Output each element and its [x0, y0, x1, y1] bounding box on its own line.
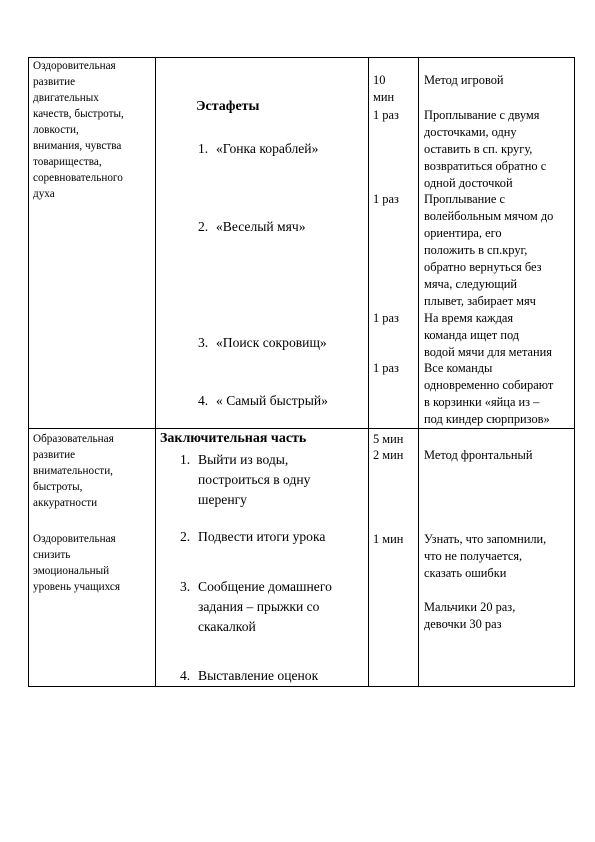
dosage-reps: 1 раз: [373, 192, 399, 206]
final-note-line: Мальчики 20 раз,: [424, 600, 516, 614]
column-divider-2: [368, 57, 369, 687]
relay-note-line: обратно вернуться без: [424, 260, 542, 274]
relay-note-line: плывет, забирает мяч: [424, 294, 536, 308]
relay-note-line: одной досточкой: [424, 176, 513, 190]
row2-method: Метод фронтальный: [424, 448, 533, 462]
final-note-line: Узнать, что запомнили,: [424, 532, 547, 546]
relay-note-line: оставить в сп. кругу,: [424, 142, 533, 156]
row2-goal-line: развитие: [33, 449, 76, 461]
dosage-time-number: 10: [373, 73, 386, 87]
row1-goal-line: качеств, быстроты,: [33, 108, 124, 120]
row2-goal-line: Оздоровительная: [33, 533, 116, 545]
row1-method: Метод игровой: [424, 73, 504, 87]
final-item-number: 3.: [180, 579, 191, 594]
table-border-left: [28, 57, 29, 687]
relay-item-number: 4.: [198, 393, 209, 408]
final-item-number: 2.: [180, 529, 191, 544]
dosage-reps: 1 раз: [373, 311, 399, 325]
dosage-reps: 1 раз: [373, 361, 399, 375]
relay-item-number: 2.: [198, 219, 209, 234]
final-item-line: построиться в одну: [198, 472, 311, 487]
relay-note-line: Проплывание с двумя: [424, 108, 540, 122]
relay-item: «Веселый мяч»: [216, 219, 306, 234]
final-part-heading: Заключительная часть: [160, 431, 307, 446]
row2-goal-line: аккуратности: [33, 497, 98, 509]
row1-goal-line: товарищества,: [33, 156, 102, 168]
final-dosage: 2 мин: [373, 448, 404, 462]
final-note-line: что не получается,: [424, 549, 523, 563]
relay-note-line: досточками, одну: [424, 125, 517, 139]
table-border-bottom: [28, 686, 575, 687]
relay-note-line: водой мячи для метания: [424, 345, 552, 359]
final-note-line: девочки 30 раз: [424, 617, 502, 631]
row2-goal-line: внимательности,: [33, 465, 113, 477]
final-item-number: 1.: [180, 452, 191, 467]
row1-goal-line: развитие: [33, 76, 76, 88]
relay-note-line: команда ищет под: [424, 328, 520, 342]
final-dosage: 1 мин: [373, 532, 404, 546]
final-item-line: Выставление оценок: [198, 668, 319, 683]
dosage-reps: 1 раз: [373, 108, 399, 122]
relay-item: « Самый быстрый»: [216, 393, 328, 408]
final-item-number: 4.: [180, 668, 191, 683]
row2-goal-line: Образовательная: [33, 433, 114, 445]
relay-note-line: мяча, следующий: [424, 277, 518, 291]
relays-heading: Эстафеты: [196, 99, 260, 114]
row1-goal-line: ловкости,: [33, 124, 79, 136]
final-dosage: 5 мин: [373, 432, 404, 446]
relay-note-line: На время каждая: [424, 311, 514, 325]
final-item-line: скакалкой: [198, 619, 256, 634]
relay-note-line: возвратиться обратно с: [424, 159, 547, 173]
relay-note-line: Все команды: [424, 361, 493, 375]
relay-note-line: одновременно собирают: [424, 378, 554, 392]
row1-goal-line: двигательных: [33, 92, 99, 104]
final-item-line: Подвести итоги урока: [198, 529, 326, 544]
relay-item: «Гонка кораблей»: [216, 141, 319, 156]
relay-note-line: ориентира, его: [424, 226, 502, 240]
row1-goal-line: Оздоровительная: [33, 60, 116, 72]
lesson-plan-table: [28, 57, 575, 687]
relay-item-number: 1.: [198, 141, 209, 156]
row2-goal-line: уровень учащихся: [33, 581, 121, 593]
table-border-right: [574, 57, 575, 687]
relay-note-line: положить в сп.круг,: [424, 243, 528, 257]
relay-note-line: Проплывание с: [424, 192, 506, 206]
row2-goal-line: эмоциональный: [33, 565, 110, 577]
column-divider-1: [155, 57, 156, 687]
row1-goal-line: внимания, чувства: [33, 140, 122, 152]
relay-note-line: под киндер сюрпризов»: [424, 412, 550, 426]
relay-note-line: волейбольным мячом до: [424, 209, 554, 223]
row2-goal-line: быстроты,: [33, 481, 83, 493]
dosage-time-unit: мин: [373, 90, 395, 104]
final-item-line: задания – прыжки со: [198, 599, 320, 614]
final-item-line: Сообщение домашнего: [198, 579, 332, 594]
relay-item-number: 3.: [198, 335, 209, 350]
row2-goal-line: снизить: [33, 549, 71, 561]
relay-note-line: в корзинки «яйца из –: [424, 395, 540, 409]
final-note-line: сказать ошибки: [424, 566, 507, 580]
final-item-line: Выйти из воды,: [198, 452, 289, 467]
relay-item: «Поиск сокровищ»: [216, 335, 327, 350]
row1-goal-line: духа: [33, 188, 55, 200]
row1-goal-line: соревновательного: [33, 172, 123, 184]
final-item-line: шеренгу: [198, 492, 247, 507]
column-divider-3: [418, 57, 419, 687]
